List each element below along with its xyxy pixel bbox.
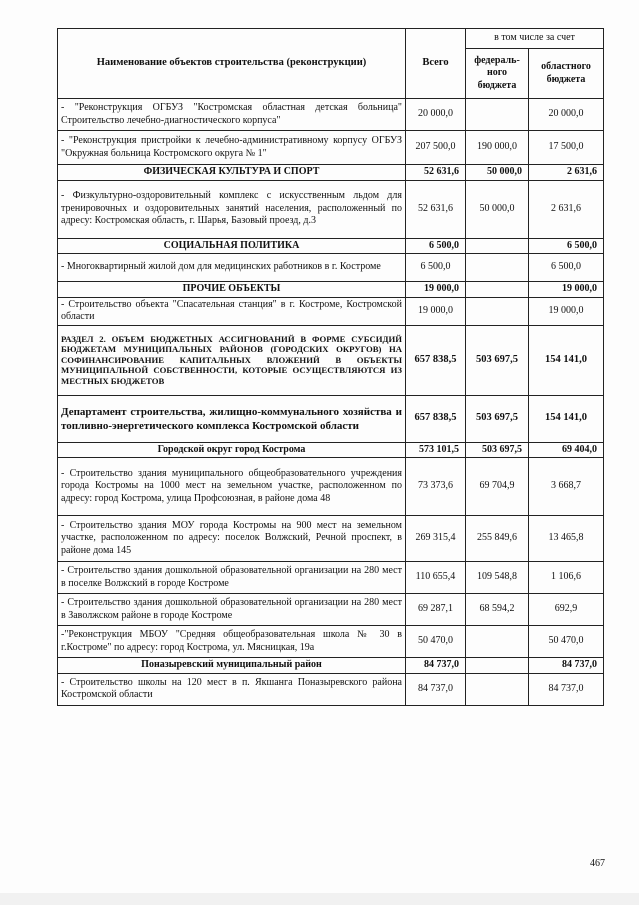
row-name-cell: - Строительство здания муниципального общеобразовательного учреждения города Костромы на 1000 мест на земельном участке, расположенном по адресу: город Кострома, улица Профсоюзная, в районе дома 48 <box>58 458 406 516</box>
row-total-cell: 20 000,0 <box>406 99 466 131</box>
table-row <box>58 626 604 658</box>
row-regional-cell: 154 141,0 <box>529 395 604 442</box>
row-federal-cell: 503 697,5 <box>466 395 529 442</box>
header-total: Всего <box>406 29 466 99</box>
section-row <box>58 165 604 181</box>
row-federal-cell <box>466 626 529 658</box>
table-row <box>58 673 604 705</box>
row-federal-cell: 69 704,9 <box>466 458 529 516</box>
row-regional-cell: 13 465,8 <box>529 516 604 562</box>
row-name-cell: Департамент строительства, жилищно-коммунального хозяйства и топливно-энергетического комплекса Костромской области <box>58 395 406 442</box>
row-federal-cell: 109 548,8 <box>466 562 529 594</box>
scan-edge <box>0 893 639 905</box>
row-name-cell: РАЗДЕЛ 2. ОБЪЕМ БЮДЖЕТНЫХ АССИГНОВАНИЙ В ФОРМЕ СУБСИДИЙ БЮДЖЕТАМ МУНИЦИПАЛЬНЫХ РАЙОНОВ (ГОРОДСКИХ ОКРУГОВ) НА СОФИНАНСИРОВАНИЕ КАПИТАЛЬНЫХ ВЛОЖЕНИЙ В ОБЪЕКТЫ МУНИЦИПАЛЬНОЙ СОБСТВЕННОСТИ, КОТОРЫЕ ОСУЩЕСТВЛЯЮТСЯ ИЗ МЕСТНЫХ БЮДЖЕТОВ <box>58 325 406 395</box>
row-regional-cell: 2 631,6 <box>529 165 604 181</box>
row-total-cell: 19 000,0 <box>406 282 466 298</box>
row-name-cell: СОЦИАЛЬНАЯ ПОЛИТИКА <box>58 238 406 254</box>
row-regional-cell: 692,9 <box>529 594 604 626</box>
row-federal-cell: 50 000,0 <box>466 180 529 238</box>
table-row <box>58 254 604 282</box>
header-name: Наименование объектов строительства (реконструкции) <box>58 29 406 99</box>
row-federal-cell: 503 697,5 <box>466 325 529 395</box>
row-federal-cell: 255 849,6 <box>466 516 529 562</box>
razdel-row <box>58 325 604 395</box>
row-regional-cell: 19 000,0 <box>529 297 604 325</box>
row-regional-cell: 1 106,6 <box>529 562 604 594</box>
section-row <box>58 658 604 674</box>
section-row <box>58 442 604 458</box>
table-row <box>58 594 604 626</box>
row-federal-cell <box>466 282 529 298</box>
row-total-cell: 573 101,5 <box>406 442 466 458</box>
row-federal-cell <box>466 673 529 705</box>
row-name-cell: - Физкультурно-оздоровительный комплекс с искусственным льдом для тренировочных и оздоровительных занятий населения, расположенный по адресу: Костромская область, г. Шарья, Базовый проезд, д.3 <box>58 180 406 238</box>
row-name-cell: ПРОЧИЕ ОБЪЕКТЫ <box>58 282 406 298</box>
header-federal: федераль-ного бюджета <box>466 49 529 99</box>
row-federal-cell <box>466 297 529 325</box>
row-regional-cell: 2 631,6 <box>529 180 604 238</box>
row-total-cell: 73 373,6 <box>406 458 466 516</box>
row-federal-cell <box>466 99 529 131</box>
row-federal-cell: 50 000,0 <box>466 165 529 181</box>
row-total-cell: 657 838,5 <box>406 395 466 442</box>
row-total-cell: 657 838,5 <box>406 325 466 395</box>
table-row <box>58 516 604 562</box>
dept-row <box>58 395 604 442</box>
table-row <box>58 131 604 165</box>
budget-table <box>57 28 604 706</box>
row-total-cell: 84 737,0 <box>406 673 466 705</box>
row-name-cell: Городской округ город Кострома <box>58 442 406 458</box>
row-name-cell: - Строительство объекта "Спасательная станция" в г. Костроме, Костромской области <box>58 297 406 325</box>
row-total-cell: 6 500,0 <box>406 238 466 254</box>
row-total-cell: 52 631,6 <box>406 165 466 181</box>
row-total-cell: 69 287,1 <box>406 594 466 626</box>
header-including: в том числе за счет <box>466 29 604 49</box>
section-row <box>58 282 604 298</box>
row-total-cell: 207 500,0 <box>406 131 466 165</box>
row-total-cell: 50 470,0 <box>406 626 466 658</box>
row-total-cell: 84 737,0 <box>406 658 466 674</box>
row-total-cell: 52 631,6 <box>406 180 466 238</box>
row-regional-cell: 20 000,0 <box>529 99 604 131</box>
row-regional-cell: 154 141,0 <box>529 325 604 395</box>
row-name-cell: - "Реконструкция ОГБУЗ "Костромская областная детская больница" Строительство лечебно-диагностического корпуса" <box>58 99 406 131</box>
row-name-cell: - Многоквартирный жилой дом для медицинских работников в г. Костроме <box>58 254 406 282</box>
table-row <box>58 297 604 325</box>
row-federal-cell <box>466 254 529 282</box>
page-number: 467 <box>590 858 605 869</box>
row-regional-cell: 84 737,0 <box>529 673 604 705</box>
row-total-cell: 110 655,4 <box>406 562 466 594</box>
row-regional-cell: 3 668,7 <box>529 458 604 516</box>
header-regional: областного бюджета <box>529 49 604 99</box>
row-name-cell: - Строительство здания МОУ города Костромы на 900 мест на земельном участке, расположенном по адресу: поселок Волжский, Речной проспект, в районе дома 145 <box>58 516 406 562</box>
row-federal-cell: 503 697,5 <box>466 442 529 458</box>
row-regional-cell: 69 404,0 <box>529 442 604 458</box>
row-name-cell: Поназыревский муниципальный район <box>58 658 406 674</box>
row-total-cell: 269 315,4 <box>406 516 466 562</box>
row-federal-cell <box>466 238 529 254</box>
row-name-cell: - Строительство здания дошкольной образовательной организации на 280 мест в Заволжском районе в городе Костроме <box>58 594 406 626</box>
row-regional-cell: 50 470,0 <box>529 626 604 658</box>
row-total-cell: 19 000,0 <box>406 297 466 325</box>
table-row <box>58 180 604 238</box>
table-row <box>58 562 604 594</box>
row-federal-cell: 190 000,0 <box>466 131 529 165</box>
row-federal-cell: 68 594,2 <box>466 594 529 626</box>
row-regional-cell: 6 500,0 <box>529 238 604 254</box>
row-regional-cell: 6 500,0 <box>529 254 604 282</box>
row-name-cell: - "Реконструкция пристройки к лечебно-административному корпусу ОГБУЗ "Окружная больница Костромского округа № 1" <box>58 131 406 165</box>
table-row <box>58 99 604 131</box>
row-name-cell: - Строительство школы на 120 мест в п. Якшанга Поназыревского района Костромской области <box>58 673 406 705</box>
row-regional-cell: 17 500,0 <box>529 131 604 165</box>
row-name-cell: -"Реконструкция МБОУ "Средняя общеобразовательная школа № 30 в г.Костроме" по адресу: город Кострома, ул. Мясницкая, 19а <box>58 626 406 658</box>
row-total-cell: 6 500,0 <box>406 254 466 282</box>
row-regional-cell: 19 000,0 <box>529 282 604 298</box>
table-row <box>58 458 604 516</box>
row-regional-cell: 84 737,0 <box>529 658 604 674</box>
table-body <box>58 99 604 706</box>
row-name-cell: ФИЗИЧЕСКАЯ КУЛЬТУРА И СПОРТ <box>58 165 406 181</box>
row-federal-cell <box>466 658 529 674</box>
section-row <box>58 238 604 254</box>
row-name-cell: - Строительство здания дошкольной образовательной организации на 280 мест в поселке Волжский в городе Костроме <box>58 562 406 594</box>
